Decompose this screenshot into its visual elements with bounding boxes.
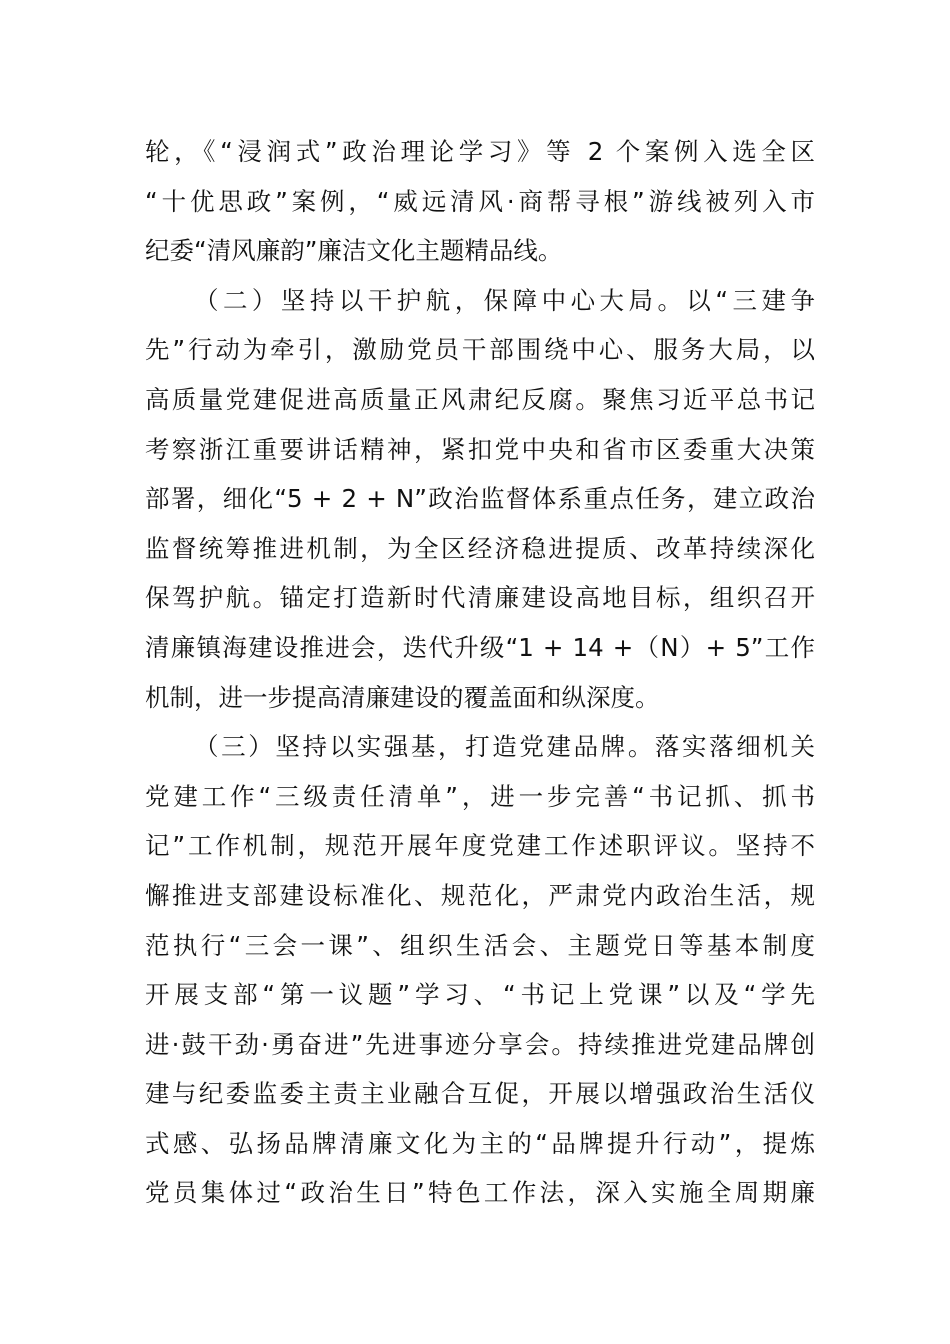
text-line: 范执行“三会一课”、组织生活会、主题党日等基本制度	[145, 930, 815, 960]
text-line: 纪委“清风廉韵”廉洁文化主题精品线。	[145, 236, 563, 266]
text-line: 清廉镇海建设推进会，迭代升级“1 + 14 +（N）+ 5”工作	[145, 632, 815, 662]
text-line: 机制，进一步提高清廉建设的覆盖面和纵深度。	[145, 682, 660, 712]
text-line: 党员集体过“政治生日”特色工作法，深入实施全周期廉	[145, 1178, 815, 1208]
text-line: 建与纪委监委主责主业融合互促，开展以增强政治生活仪	[145, 1079, 815, 1109]
paragraph-heading-line: （二）坚持以干护航，保障中心大局。以“三建争	[194, 285, 815, 315]
text-line: 式感、弘扬品牌清廉文化为主的“品牌提升行动”，提炼	[145, 1128, 815, 1158]
text-line: 懈推进支部建设标准化、规范化，严肃党内政治生活，规	[145, 880, 815, 910]
text-line: 高质量党建促进高质量正风肃纪反腐。聚焦习近平总书记	[145, 384, 815, 414]
text-line: 党建工作“三级责任清单”，进一步完善“书记抓、抓书	[145, 781, 815, 811]
text-line: 开展支部“第一议题”学习、“书记上党课”以及“学先	[145, 980, 815, 1010]
text-line: 记”工作机制，规范开展年度党建工作述职评议。坚持不	[145, 831, 815, 861]
text-line: 保驾护航。锚定打造新时代清廉建设高地目标，组织召开	[145, 583, 815, 613]
text-line: 进·鼓干劲·勇奋进”先进事迹分享会。持续推进党建品牌创	[145, 1029, 815, 1059]
text-line: “十优思政”案例，“威远清风·商帮寻根”游线被列入市	[145, 186, 815, 216]
text-line: 考察浙江重要讲话精神，紧扣党中央和省市区委重大决策	[145, 434, 815, 464]
text-line: 轮，《“浸润式”政治理论学习》等 2 个案例入选全区	[145, 137, 815, 166]
text-line: 先”行动为牵引，激励党员干部围绕中心、服务大局，以	[145, 335, 815, 365]
body-text	[145, 127, 815, 1218]
paragraph-heading-line: （三）坚持以实强基，打造党建品牌。落实落细机关	[194, 732, 815, 762]
text-line: 监督统筹推进机制，为全区经济稳进提质、改革持续深化	[145, 533, 815, 563]
text-line: 部署，细化“5 + 2 + N”政治监督体系重点任务，建立政治	[145, 484, 815, 514]
